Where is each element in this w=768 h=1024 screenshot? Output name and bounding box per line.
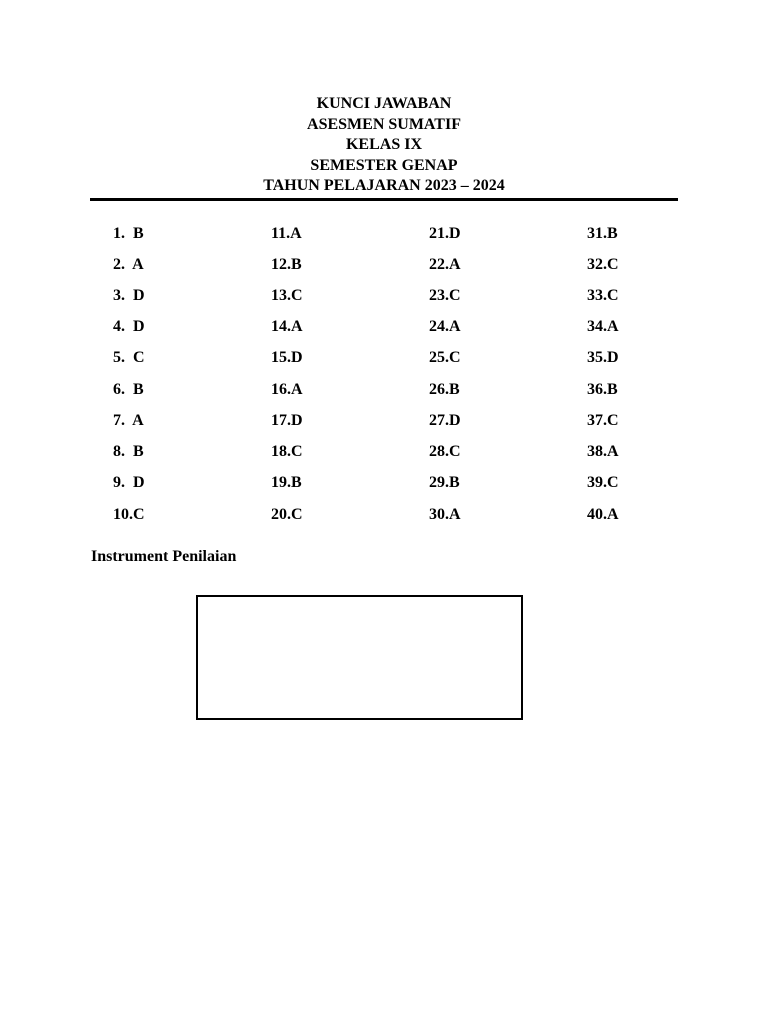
answer-item: 4. D [113, 318, 145, 335]
answer-item: 22.A [429, 256, 461, 273]
answer-item: 14.A [271, 318, 303, 335]
answer-item: 32.C [587, 256, 619, 273]
answer-item: 19.B [271, 474, 302, 491]
header-divider [90, 198, 678, 201]
answer-item: 2. A [113, 256, 144, 273]
answer-item: 3. D [113, 287, 145, 304]
header-semester: SEMESTER GENAP [310, 156, 458, 174]
assessment-box [196, 595, 523, 720]
answer-item: 27.D [429, 412, 461, 429]
answer-item: 10.C [113, 506, 145, 523]
answer-item: 35.D [587, 349, 619, 366]
answer-item: 24.A [429, 318, 461, 335]
section-title: Instrument Penilaian [91, 548, 237, 565]
answer-item: 1. B [113, 225, 144, 242]
answer-item: 17.D [271, 412, 303, 429]
answer-item: 29.B [429, 474, 460, 491]
answer-item: 33.C [587, 287, 619, 304]
answer-item: 23.C [429, 287, 461, 304]
answer-item: 26.B [429, 381, 460, 398]
answer-item: 20.C [271, 506, 303, 523]
answer-item: 28.C [429, 443, 461, 460]
header-title: KUNCI JAWABAN [316, 95, 452, 112]
answer-item: 7. A [113, 412, 144, 429]
answer-item: 40.A [587, 506, 619, 523]
answer-item: 9. D [113, 474, 145, 491]
answer-item: 8. B [113, 443, 144, 460]
answer-item: 5. C [113, 349, 145, 366]
answer-item: 30.A [429, 506, 461, 523]
answer-item: 18.C [271, 443, 303, 460]
answer-item: 37.C [587, 412, 619, 429]
header-year: TAHUN PELAJARAN 2023 – 2024 [263, 177, 505, 194]
answer-item: 31.B [587, 225, 618, 242]
answer-item: 15.D [271, 349, 303, 366]
header-subtitle: ASESMEN SUMATIF [307, 115, 461, 133]
header-class: KELAS IX [345, 136, 423, 153]
answer-item: 25.C [429, 349, 461, 366]
answer-item: 11.A [271, 225, 302, 242]
answer-item: 39.C [587, 474, 619, 491]
answer-item: 21.D [429, 225, 461, 242]
answer-item: 16.A [271, 381, 303, 398]
answer-item: 6. B [113, 381, 144, 398]
answer-item: 36.B [587, 381, 618, 398]
answer-item: 34.A [587, 318, 619, 335]
answer-item: 12.B [271, 256, 302, 273]
answer-item: 13.C [271, 287, 303, 304]
answer-item: 38.A [587, 443, 619, 460]
document-header [0, 94, 768, 197]
